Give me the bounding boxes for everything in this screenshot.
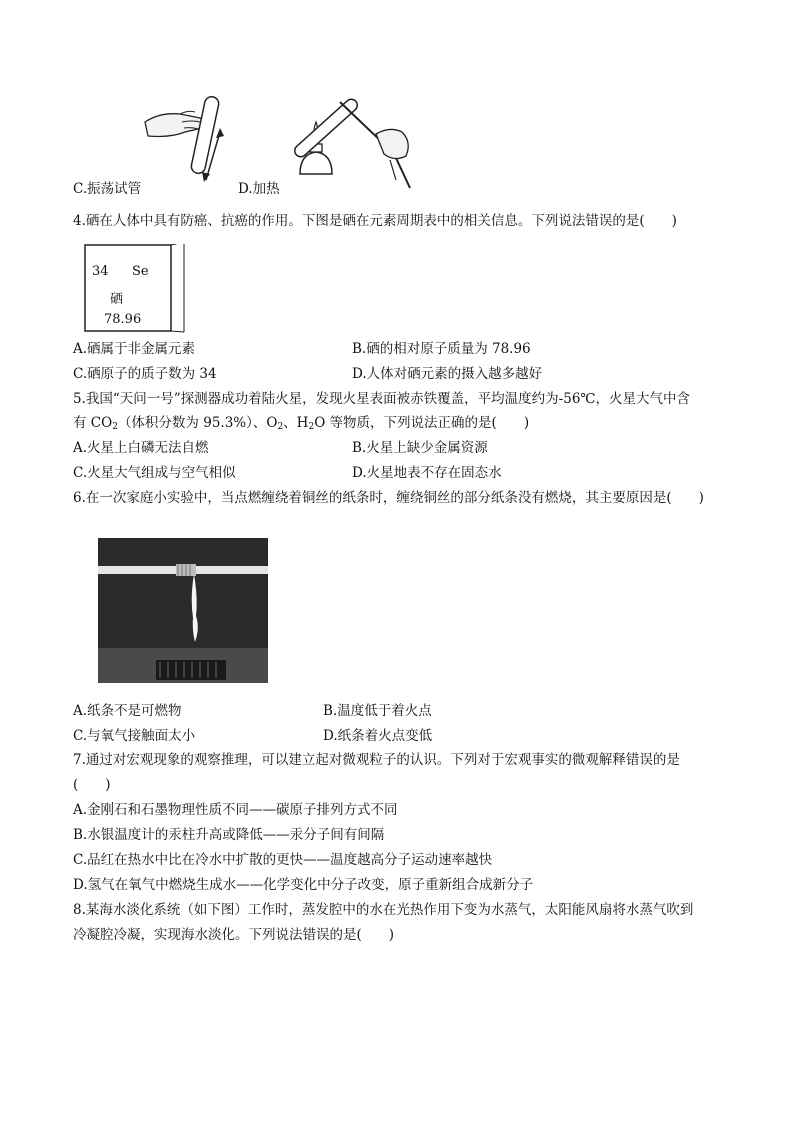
q5-stem-line2: 有 $CO_2$（体积分数为 95.3%）、$O_2$、$H_2O$ 等物质，下列说法正确的是( ) xyxy=(73,415,530,432)
q5-option-d: D.火星地表不存在固态水 xyxy=(352,465,502,481)
q5-option-c: C.火星大气组成与空气相似 xyxy=(73,465,236,481)
photo-drawing xyxy=(98,538,268,683)
q7-stem-line2: ( ) xyxy=(73,777,111,793)
q5-option-a: A.火星上白磷无法自燃 xyxy=(73,440,209,456)
q8-stem-line2: 冷凝腔冷凝，实现海水淡化。下列说法错误的是( ) xyxy=(73,927,395,943)
burning-paper-photo xyxy=(98,538,268,683)
heating-figure xyxy=(290,82,420,192)
q7-option-b: B.水银温度计的汞柱升高或降低——汞分子间有间隔 xyxy=(73,827,385,843)
q7-stem-line1: 7.通过对宏观现象的观察推理，可以建立起对微观粒子的认识。下列对于宏观事实的微观解释错误的是 xyxy=(73,752,680,768)
selenium-element-card xyxy=(84,244,184,334)
q4-option-a: A.硒属于非金属元素 xyxy=(73,341,196,357)
q6-option-a: A.纸条不是可燃物 xyxy=(73,703,182,719)
q4-option-c: C.硒原子的质子数为 34 xyxy=(73,366,217,382)
element-symbol: Se xyxy=(132,264,149,279)
q5-option-b: B.火星上缺少金属资源 xyxy=(352,440,488,456)
q4-stem: 4.硒在人体中具有防癌、抗癌的作用。下图是硒在元素周期表中的相关信息。下列说法错误的是( ) xyxy=(73,213,677,229)
atomic-mass: 78.96 xyxy=(104,312,142,327)
q3-option-d: D.加热 xyxy=(238,181,280,197)
q3-option-c: C.振荡试管 xyxy=(73,181,142,197)
q5-stem-line1: 5.我国“天问一号”探测器成功着陆火星，发现火星表面被赤铁覆盖，平均温度约为-56℃，火星大气中含 xyxy=(73,391,691,407)
q6-option-c: C.与氧气接触面太小 xyxy=(73,728,196,744)
q6-option-b: B.温度低于着火点 xyxy=(323,703,432,719)
q8-stem-line1: 8.某海水淡化系统（如下图）工作时，蒸发腔中的水在光热作用下变为水蒸气，太阳能风扇将水蒸气吹到 xyxy=(73,902,694,918)
element-name: 硒 xyxy=(110,292,124,307)
atomic-number: 34 xyxy=(92,264,109,279)
q6-option-d: D.纸条着火点变低 xyxy=(323,728,433,744)
q6-stem: 6.在一次家庭小实验中，当点燃缠绕着铜丝的纸条时，缠绕铜丝的部分纸条没有燃烧，其主要原因是( ) xyxy=(73,490,704,506)
q7-option-d: D.氢气在氧气中燃烧生成水——化学变化中分子改变，原子重新组合成新分子 xyxy=(73,877,534,893)
q4-option-d: D.人体对硒元素的摄入越多越好 xyxy=(352,366,543,382)
q4-option-b: B.硒的相对原子质量为 78.96 xyxy=(352,341,531,357)
q7-option-c: C.品红在热水中比在冷水中扩散的更快——温度越高分子运动速率越快 xyxy=(73,852,493,868)
shake-test-tube-figure xyxy=(140,92,230,184)
q7-option-a: A.金刚石和石墨物理性质不同——碳原子排列方式不同 xyxy=(73,802,398,818)
